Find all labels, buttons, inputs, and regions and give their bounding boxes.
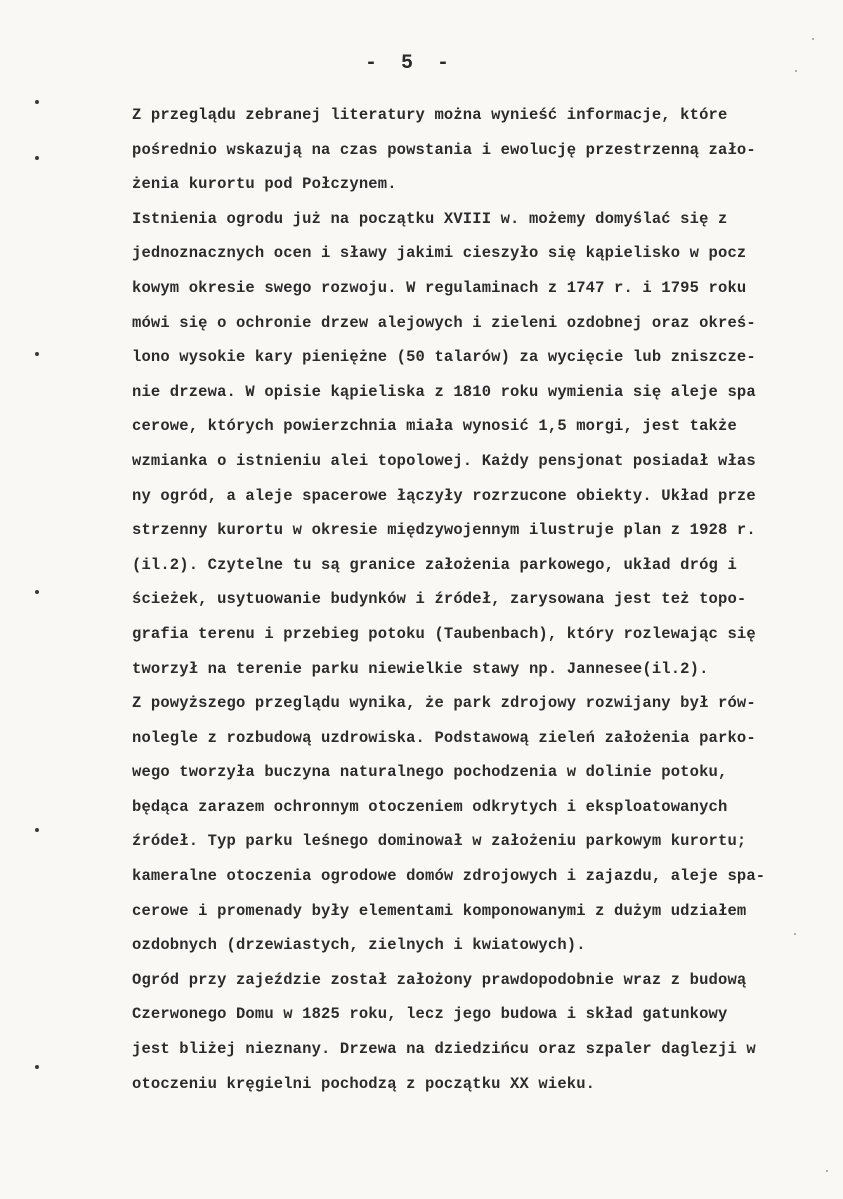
page-number: - 5 - xyxy=(365,52,456,75)
margin-mark xyxy=(35,352,39,356)
text-line: mówi się o ochronie drzew alejowych i zieleni ozdobnej oraz okreś- xyxy=(132,313,756,332)
text-line: cerowe i promenady były elementami komponowanymi z dużym udziałem xyxy=(132,901,747,920)
text-line: nolegle z rozbudową uzdrowiska. Podstawową zieleń założenia parko- xyxy=(132,728,756,747)
text-line: pośrednio wskazują na czas powstania i ewolucję przestrzenną zało- xyxy=(132,140,756,159)
scan-speck xyxy=(795,70,797,72)
text-line: Z przeglądu zebranej literatury można wynieść informacje, które xyxy=(132,106,728,124)
text-line: strzenny kurortu w okresie międzywojennym ilustruje plan z 1928 r. xyxy=(132,521,756,540)
text-line: będąca zarazem ochronnym otoczeniem odkrytych i eksploatowanych xyxy=(132,797,728,816)
text-line: kameralne otoczenia ogrodowe domów zdrojowych i zajazdu, aleje spa- xyxy=(132,867,766,886)
text-line: Ogród przy zajeździe został założony prawdopodobnie wraz z budową xyxy=(132,970,747,989)
text-line: (il.2). Czytelne tu są granice założenia parkowego, układ dróg i xyxy=(132,555,737,574)
text-line: tworzył na terenie parku niewielkie stawy np. Jannesee(il.2). xyxy=(132,659,709,678)
text-line: źródeł. Typ parku leśnego dominował w założeniu parkowym kurortu; xyxy=(132,832,747,851)
text-line: jest bliżej nieznany. Drzewa na dziedzińcu oraz szpaler daglezji w xyxy=(132,1040,756,1059)
text-line: nie drzewa. W opisie kąpieliska z 1810 roku wymienia się aleje spa xyxy=(132,382,756,401)
text-line: cerowe, których powierzchnia miała wynosić 1,5 morgi, jest także xyxy=(132,417,737,436)
text-line: Istnienia ogrodu już na początku XVIII w. możemy domyślać się z xyxy=(132,209,728,228)
margin-mark xyxy=(35,100,39,104)
scan-speck xyxy=(794,933,796,935)
text-line: jednoznacznych ocen i sławy jakimi cieszyło się kąpielisko w pocz xyxy=(132,244,747,263)
body-text xyxy=(132,98,822,1101)
margin-mark xyxy=(35,156,39,160)
text-line: wzmianka o istnieniu alei topolowej. Każdy pensjonat posiadał włas xyxy=(132,451,756,470)
text-line: Z powyższego przeglądu wynika, że park zdrojowy rozwijany był rów- xyxy=(132,694,756,713)
text-line: Czerwonego Domu w 1825 roku, lecz jego budowa i skład gatunkowy xyxy=(132,1005,728,1024)
text-line: otoczeniu kręgielni pochodzą z początku XX wieku. xyxy=(132,1074,596,1093)
text-line: ny ogród, a aleje spacerowe łączyły rozrzucone obiekty. Układ prze xyxy=(132,486,756,505)
scan-speck xyxy=(826,1170,828,1172)
text-line: żenia kurortu pod Połczynem. xyxy=(132,175,397,194)
margin-mark xyxy=(35,828,39,832)
scan-speck xyxy=(812,38,814,40)
text-line: lono wysokie kary pieniężne (50 talarów) za wycięcie lub zniszcze- xyxy=(132,348,756,367)
text-line: wego tworzyła buczyna naturalnego pochodzenia w dolinie potoku, xyxy=(132,763,728,782)
text-line: kowym okresie swego rozwoju. W regulaminach z 1747 r. i 1795 roku xyxy=(132,278,747,297)
margin-mark xyxy=(35,1065,39,1069)
margin-mark xyxy=(35,590,39,594)
text-line: ścieżek, usytuowanie budynków i źródeł, zarysowana jest też topo- xyxy=(132,590,747,609)
text-line: grafia terenu i przebieg potoku (Taubenbach), który rozlewając się xyxy=(132,624,756,643)
text-line: ozdobnych (drzewiastych, zielnych i kwiatowych). xyxy=(132,936,586,955)
